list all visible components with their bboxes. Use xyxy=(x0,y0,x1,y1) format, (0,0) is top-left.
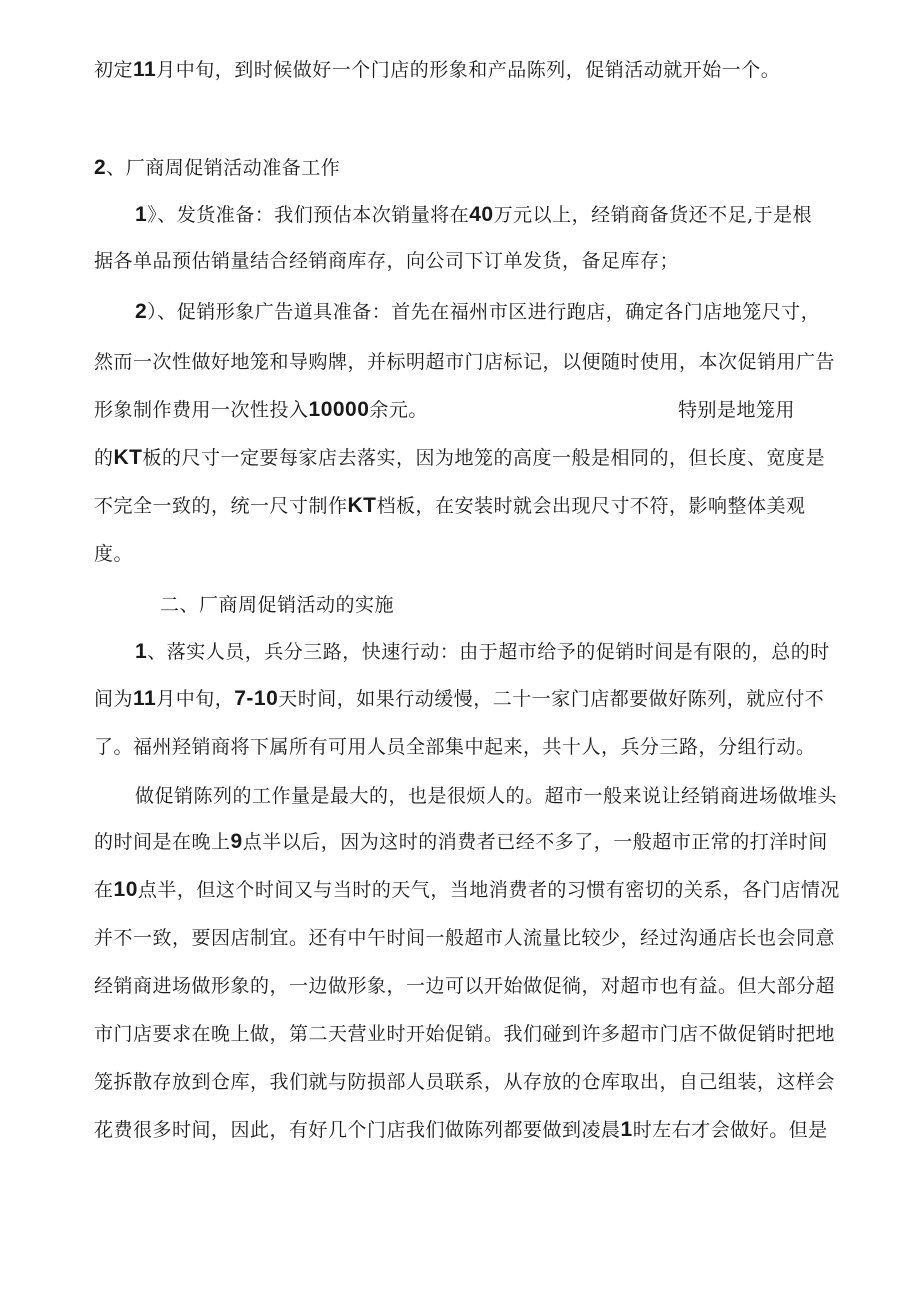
section-heading-2: 2、厂商周促销活动准备工作 xyxy=(94,156,341,179)
text-line-8: 的KT板的尺寸一定要每家店去落实，因为地笼的高度一般是相同的，但长度、宽度是 xyxy=(94,446,826,469)
text-line-12: 1、落实人员，兵分三路，快速行动：由于超市给予的促销时间是有限的，总的时 xyxy=(135,640,830,663)
text-line-16: 的时间是在晚上9点半以后，因为这时的消费者已经不多了，一般超市正常的打洋时间 xyxy=(94,830,828,853)
section-heading-two: 二、厂商周促销活动的实施 xyxy=(160,594,395,616)
text-line-19: 经销商进场做形象的，一边做形象，一边可以开始做促徜，对超市也有益。但大部分超 xyxy=(94,975,836,997)
text-line-18: 并不一致，要因店制宜。还有中午时间一般超市人流量比较少，经过沟通店长也会同意 xyxy=(94,927,836,949)
text-line-21: 笼拆散存放到仓库，我们就与防损部人员联系，从存放的仓库取出，自己组装，这样会 xyxy=(94,1071,836,1093)
text-line-20: 市门店要求在晚上做，第二天营业时开始促销。我们碰到许多超市门店不做促销时把地 xyxy=(94,1023,836,1045)
text-line-17: 在10点半，但这个时间又与当时的天气，当地消费者的习惯有密切的关系，各门店情况 xyxy=(94,878,840,901)
text-line-13: 间为11月中旬，7-10天时间，如果行动缓慢，二十一家门店都要做好陈列，就应付不 xyxy=(94,687,825,710)
text-line-3: 1》、发货准备：我们预估本次销量将在40万元以上，经销商备货还不足,于是根 xyxy=(135,203,813,226)
text-line-6: 然而一次性做好地笼和导购牌，并标明超市门店标记，以便随时使用，本次促销用广告 xyxy=(94,351,836,373)
text-line-9: 不完全一致的，统一尺寸制作KT档板，在安装时就会出现尺寸不符，影响整体美观 xyxy=(94,494,806,517)
text-line-22: 花费很多时间，因此，有好几个门店我们做陈列都要做到凌晨1时左右才会做好。但是 xyxy=(94,1118,828,1141)
text-line-5: 2）、促销形象广告道具准备：首先在福州市区进行跑店，确定各门店地笼尺寸， xyxy=(135,300,821,323)
text-line-10: 度。 xyxy=(94,543,134,565)
text-line-1: 初定11月中旬，到时候做好一个门店的形象和产品陈列，促销活动就开始一个。 xyxy=(94,58,781,81)
text-line-15: 做促销陈列的工作量是最大的，也是很烦人的。超市一般来说让经销商进场做堆头 xyxy=(135,785,838,807)
text-line-7: 形象制作费用一次性投入10000余元。 特别是地笼用 xyxy=(94,398,795,421)
text-line-14: 了。福州羟销商将下属所有可用人员全部集中起来，共十人，兵分三路，分组行动。 xyxy=(94,736,816,758)
text-line-4: 据各单品预估销量结合经销商库存，向公司下订单发货，备足库存； xyxy=(94,250,680,272)
